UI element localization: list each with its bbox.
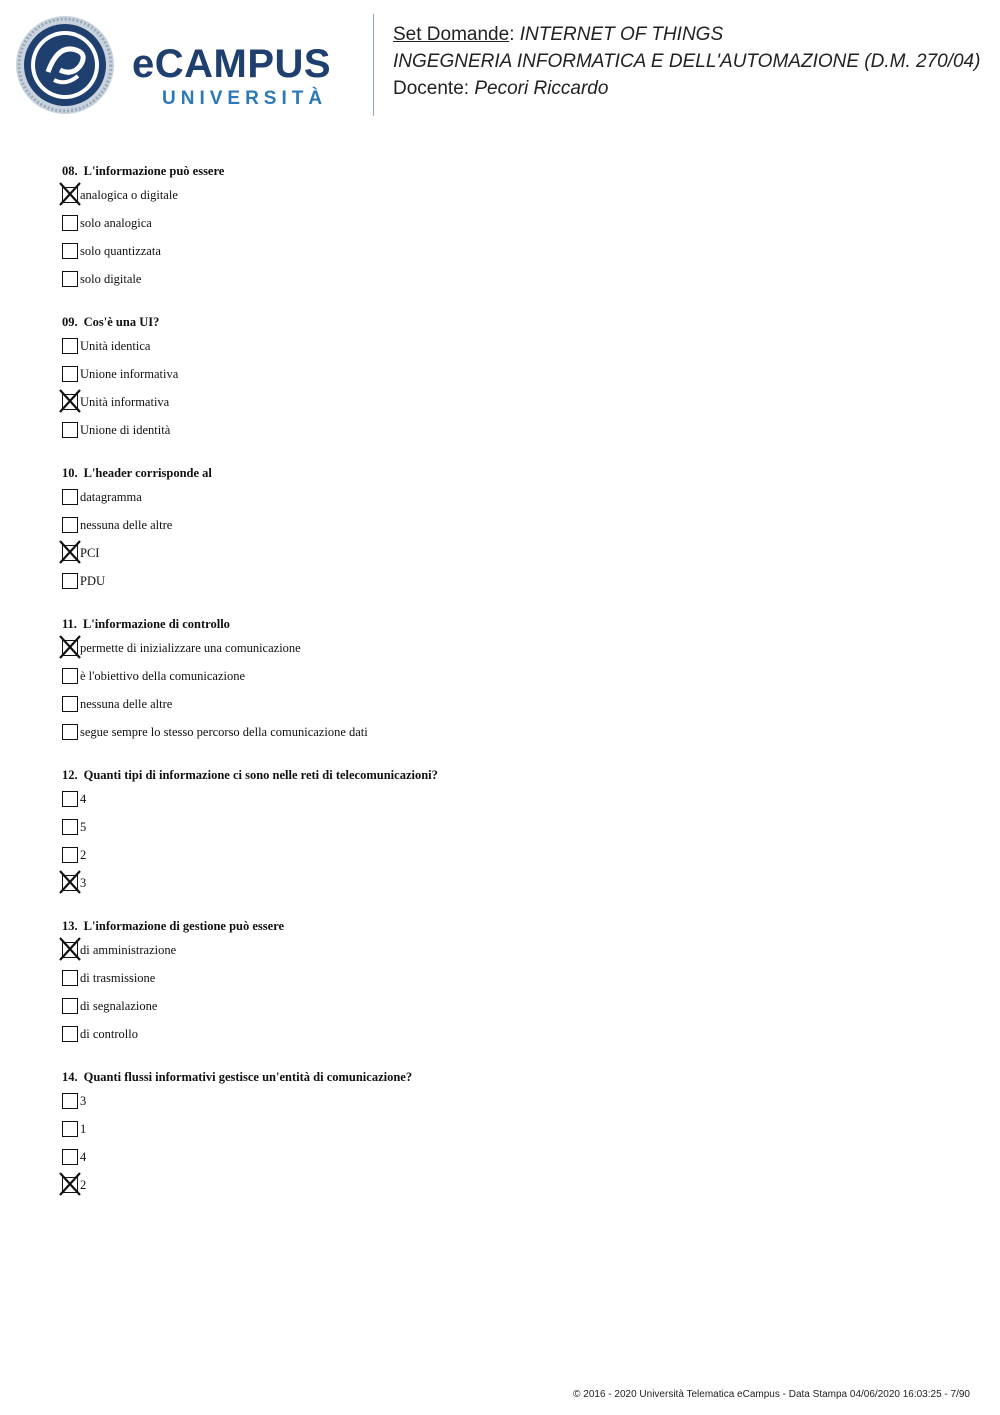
checkbox[interactable] [62, 1093, 78, 1109]
answer-label: solo digitale [80, 272, 142, 286]
answer-option[interactable] [62, 573, 212, 601]
question-title [62, 916, 284, 936]
checkbox[interactable] [62, 517, 78, 533]
question-number: 11. [62, 617, 77, 631]
question-text: Cos'è una UI? [83, 315, 160, 329]
question-10 [62, 463, 212, 601]
answer-label: 2 [80, 1178, 87, 1192]
ecampus-logo [14, 14, 359, 116]
checkbox[interactable] [62, 338, 78, 354]
answer-label: 5 [80, 820, 87, 834]
checkbox[interactable] [62, 489, 78, 505]
course-line [393, 51, 980, 73]
answer-option[interactable] [62, 875, 438, 903]
answer-label: Unione informativa [80, 367, 179, 381]
cross-mark-icon [59, 937, 81, 961]
docente-name: Pecori Riccardo [474, 78, 609, 99]
question-text: L'informazione può essere [83, 164, 225, 178]
docente-line [393, 78, 608, 100]
answer-option[interactable] [62, 847, 438, 875]
checkbox[interactable] [62, 970, 78, 986]
answer-option[interactable] [62, 640, 301, 668]
checkbox[interactable] [62, 696, 78, 712]
course-name: INGEGNERIA INFORMATICA E DELL'AUTOMAZIONE (D.M. 270/04) [393, 51, 981, 72]
checkbox[interactable] [62, 271, 78, 287]
question-title [62, 765, 438, 785]
answer-label: nessuna delle altre [80, 518, 173, 532]
question-14 [62, 1067, 412, 1205]
checkbox[interactable] [62, 724, 78, 740]
answer-option[interactable] [62, 1177, 412, 1205]
checkbox[interactable] [62, 215, 78, 231]
question-number: 13. [62, 919, 78, 933]
answer-label: 1 [80, 1122, 87, 1136]
set-line: Set Domande: INTERNET OF THINGS [393, 24, 724, 45]
answer-option[interactable] [62, 187, 224, 215]
answer-label: segue sempre lo stesso percorso della comunicazione dati [80, 725, 368, 739]
question-number: 08. [62, 164, 78, 178]
checkbox[interactable] [62, 422, 78, 438]
answer-label: 3 [80, 876, 87, 890]
answer-option[interactable] [62, 970, 284, 998]
answer-option[interactable] [62, 1121, 412, 1149]
answer-label: di amministrazione [80, 943, 177, 957]
answer-label: datagramma [80, 490, 142, 504]
question-title [62, 1067, 412, 1087]
answer-label: PDU [80, 574, 106, 588]
answer-label: Unione di identità [80, 423, 171, 437]
answer-label: nessuna delle altre [80, 697, 173, 711]
cross-mark-icon [59, 635, 81, 659]
question-text: L'informazione di controllo [82, 617, 230, 631]
cross-mark-icon [59, 540, 81, 564]
answer-label: 3 [80, 1094, 87, 1108]
answer-label: solo quantizzata [80, 244, 161, 258]
checkbox[interactable] [62, 1121, 78, 1137]
checkbox[interactable] [62, 1026, 78, 1042]
answer-label: Unità informativa [80, 395, 170, 409]
answer-option[interactable] [62, 1026, 284, 1054]
question-title [62, 463, 212, 483]
question-title [62, 161, 224, 181]
question-title [62, 312, 159, 332]
checkbox[interactable] [62, 573, 78, 589]
checkbox[interactable] [62, 1149, 78, 1165]
checkbox[interactable] [62, 791, 78, 807]
answer-label: 4 [80, 1150, 87, 1164]
cross-mark-icon [59, 870, 81, 894]
answer-label: analogica o digitale [80, 188, 178, 202]
question-text: L'informazione di gestione può essere [83, 919, 285, 933]
answer-option[interactable] [62, 215, 224, 243]
answer-label: di trasmissione [80, 971, 156, 985]
answer-label: è l'obiettivo della comunicazione [80, 669, 246, 683]
answer-label: solo analogica [80, 216, 152, 230]
answer-option[interactable] [62, 724, 368, 752]
docente-label: Docente: [393, 78, 470, 99]
answer-option[interactable] [62, 338, 159, 366]
checkbox[interactable] [62, 668, 78, 684]
brand-name: eCAMPUS [132, 42, 332, 86]
set-value: INTERNET OF THINGS [519, 24, 724, 45]
question-text: Quanti tipi di informazione ci sono nelle reti di telecomunicazioni? [83, 768, 438, 782]
question-number: 09. [62, 315, 78, 329]
checkbox[interactable] [62, 819, 78, 835]
checkbox[interactable] [62, 366, 78, 382]
answer-option[interactable] [62, 422, 171, 450]
answer-label: di controllo [80, 1027, 138, 1041]
question-number: 14. [62, 1070, 78, 1084]
header-divider [373, 14, 374, 116]
checkbox[interactable] [62, 847, 78, 863]
answer-option[interactable] [62, 517, 212, 545]
brand-subtitle: UNIVERSITÀ [162, 88, 328, 109]
set-label: Set Domande [393, 24, 510, 45]
question-11 [62, 614, 368, 752]
question-13 [62, 916, 284, 1054]
answer-label: di segnalazione [80, 999, 158, 1013]
answer-label: permette di inizializzare una comunicazione [80, 641, 301, 655]
answer-option[interactable] [62, 1149, 412, 1177]
answer-option[interactable] [62, 998, 284, 1026]
question-number: 10. [62, 466, 78, 480]
answer-label: PCI [80, 546, 100, 560]
answer-label: Unità identica [80, 339, 151, 353]
answer-option[interactable] [62, 791, 438, 819]
university-seal-icon [14, 14, 116, 116]
answer-option[interactable] [62, 668, 246, 696]
answer-option[interactable] [62, 942, 284, 970]
answer-label: 4 [80, 792, 87, 806]
checkbox[interactable] [62, 998, 78, 1014]
answer-option[interactable] [62, 489, 212, 517]
cross-mark-icon [59, 389, 81, 413]
answer-option[interactable] [62, 696, 230, 724]
answer-option[interactable] [62, 1093, 412, 1121]
cross-mark-icon [59, 1172, 81, 1196]
answer-option[interactable] [62, 545, 212, 573]
page-footer: © 2016 - 2020 Università Telematica eCampus - Data Stampa 04/06/2020 16:03:25 - 7/90 [573, 1389, 970, 1400]
question-text: L'header corrisponde al [83, 466, 212, 480]
question-text: Quanti flussi informativi gestisce un'entità di comunicazione? [83, 1070, 413, 1084]
question-12 [62, 765, 438, 903]
answer-option[interactable] [62, 271, 224, 299]
answer-option[interactable] [62, 243, 224, 271]
question-title [62, 614, 230, 634]
answer-label: 2 [80, 848, 87, 862]
checkbox[interactable] [62, 243, 78, 259]
question-number: 12. [62, 768, 78, 782]
answer-option[interactable] [62, 819, 438, 847]
question-8 [62, 161, 224, 299]
cross-mark-icon [59, 182, 81, 206]
question-9 [62, 312, 179, 450]
answer-option[interactable] [62, 394, 170, 422]
